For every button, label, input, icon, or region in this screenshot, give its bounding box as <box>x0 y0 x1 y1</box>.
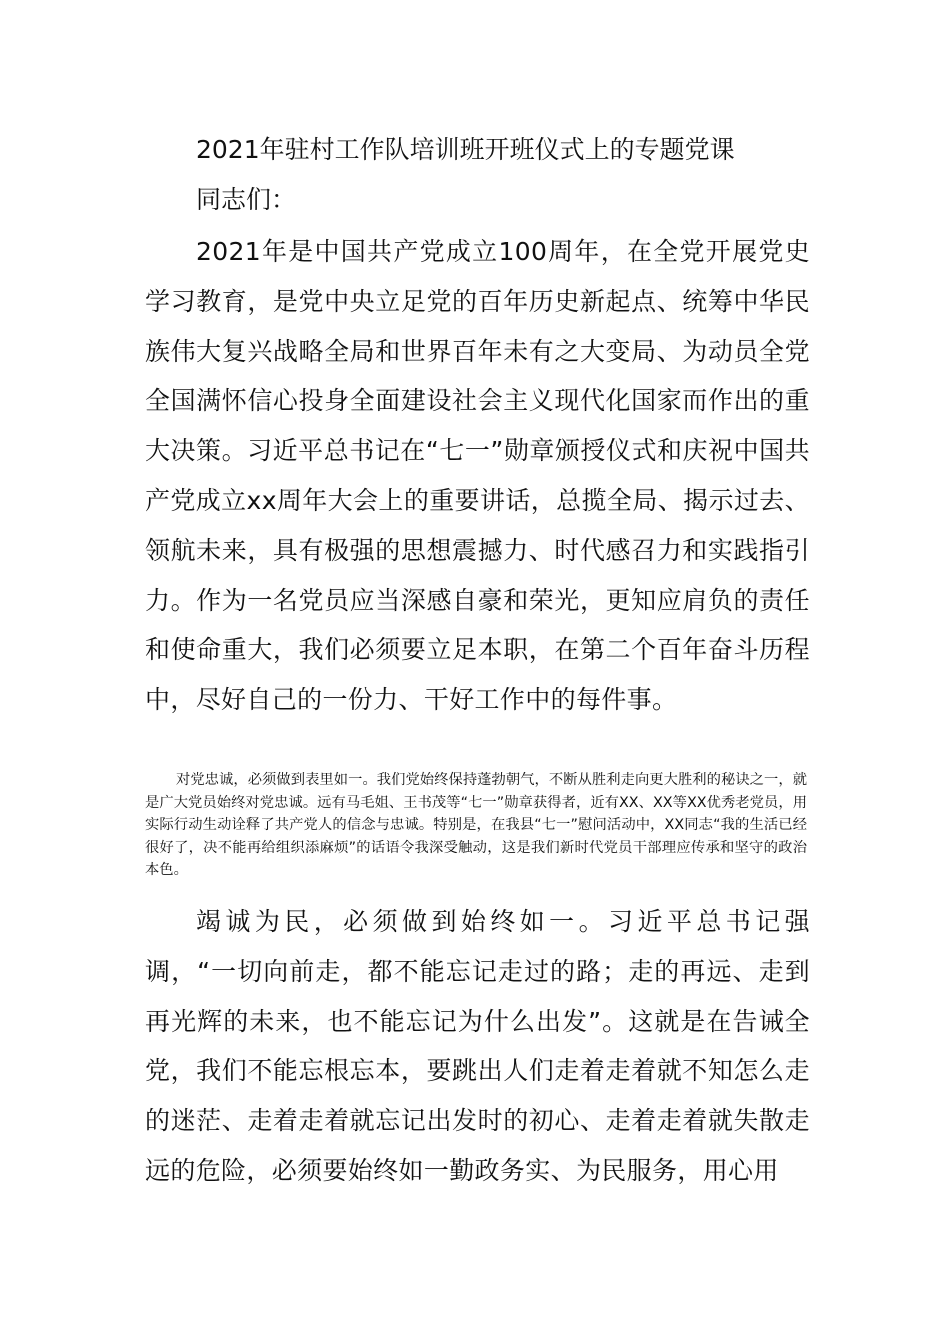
paragraph-intro: 2021年是中国共产党成立100周年，在全党开展党史学习教育，是党中央立足党的百年历史新起点、统筹中华民族伟大复兴战略全局和世界百年未有之大变局、为动员全党全国满怀信心投身全面建设社会主义现代化国家而作出的重大决策。习近平总书记在“七一”勋章颁授仪式和庆祝中国共产党成立xx周年大会上的重要讲话，总揽全局、揭示过去、领航未来，具有极强的思想震撼力、时代感召力和实践指引力。作为一名党员应当深感自豪和荣光，更知应肩负的责任和使命重大，我们必须要立足本职，在第二个百年奋斗历程中，尽好自己的一份力、干好工作中的每件事。 <box>145 237 810 715</box>
salutation: 同志们： <box>196 185 297 214</box>
paragraph-loyalty: 对党忠诚，必须做到表里如一。我们党始终保持蓬勃朝气，不断从胜利走向更大胜利的秘诀之一，就是广大党员始终对党忠诚。远有马毛姐、王书茂等“七一”勋章获得者，近有XX、XX等XX优秀老党员，用实际行动生动诠释了共产党人的信念与忠诚。特别是，在我县“七一”慰问活动中，XX同志“我的生活已经很好了，决不能再给组织添麻烦”的话语令我深受触动，这是我们新时代党员干部理应传承和坚守的政治本色。 <box>145 772 807 879</box>
paragraph-serve-people: 竭诚为民，必须做到始终如一。习近平总书记强调，“一切向前走，都不能忘记走过的路；走的再远、走到再光辉的未来，也不能忘记为什么出发”。这就是在告诫全党，我们不能忘根忘本，要跳出人们走着走着就不知怎么走的迷茫、走着走着就忘记出发时的初心、走着走着就失散走远的危险，必须要始终如一勤政务实、为民服务，用心用 <box>145 907 810 1185</box>
document-title: 2021年驻村工作队培训班开班仪式上的专题党课 <box>196 135 735 164</box>
